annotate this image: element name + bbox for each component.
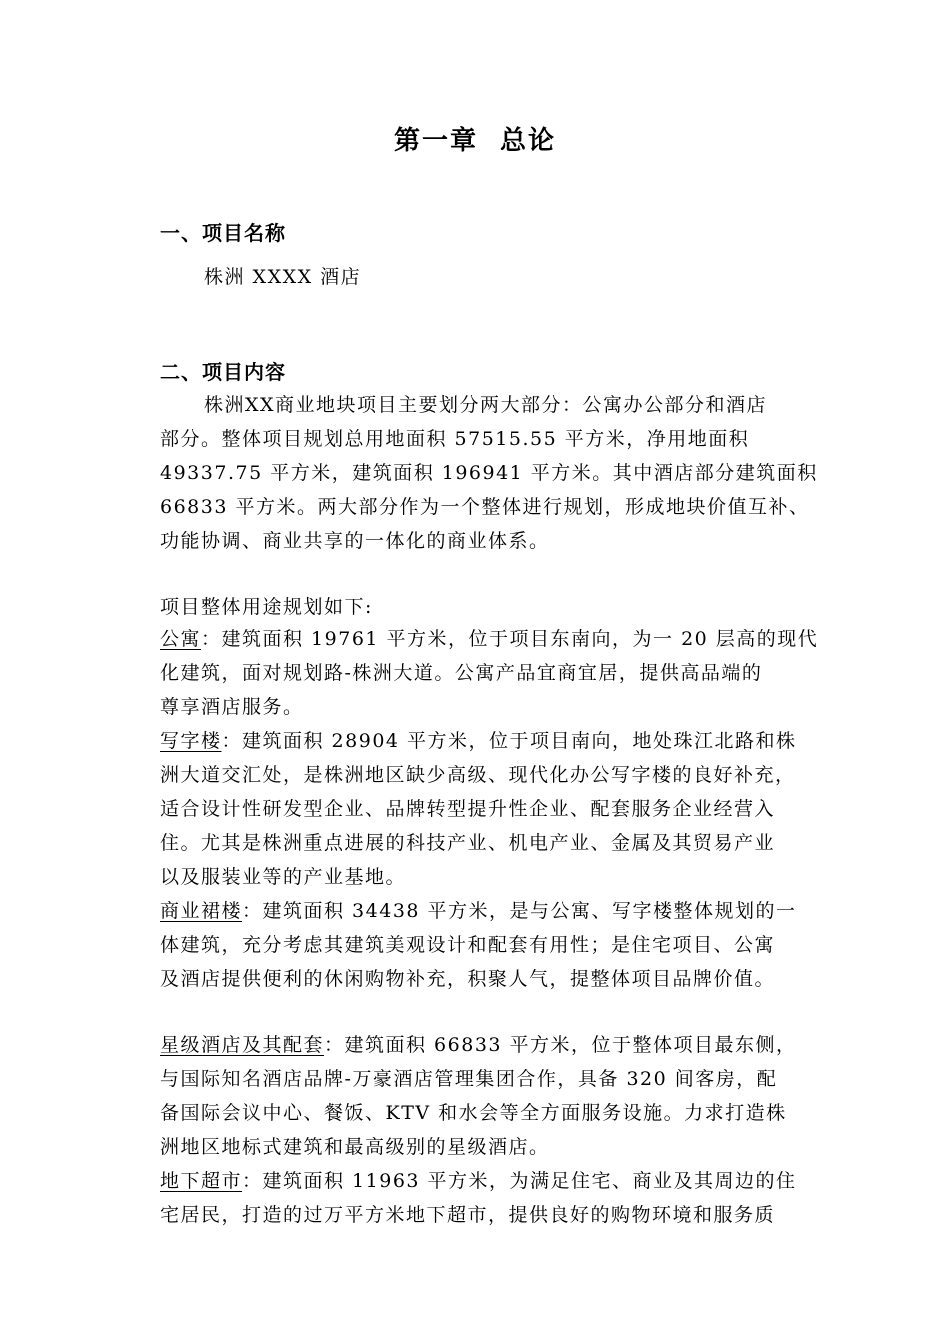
apartment-label: 公寓 [160,628,202,650]
paragraph-line: 洲地区地标式建筑和最高级别的星级酒店。 [160,1136,550,1158]
paragraph-line: 49337.75 平方米，建筑面积 196941 平方米。其中酒店部分建筑面积 [160,462,818,484]
chapter-title [0,120,950,157]
chapter-number: 第一章 [393,126,478,156]
paragraph-line: 体建筑，充分考虑其建筑美观设计和配套有用性；是住宅项目、公寓 [160,934,776,956]
hotel-label: 星级酒店及其配套 [160,1034,325,1056]
project-name-text: 株洲 XXXX 酒店 [204,266,362,288]
section-heading-project-name: 一、项目名称 [160,221,286,245]
paragraph-line: 与国际知名酒店品牌-万豪酒店管理集团合作，具备 320 间客房，配 [160,1068,778,1090]
office-label: 写字楼 [160,730,222,752]
paragraph-line: 洲大道交汇处，是株洲地区缺少高级、现代化办公写字楼的良好补充， [160,764,796,786]
paragraph-line: 备国际会议中心、餐饭、KTV 和水会等全方面服务设施。力求打造株 [160,1102,787,1124]
podium-label: 商业裙楼 [160,900,243,922]
paragraph-line: 株洲XX商业地块项目主要划分两大部分：公寓办公部分和酒店 [204,394,768,416]
chapter-name: 总论 [500,126,557,156]
paragraph-line: 部分。整体项目规划总用地面积 57515.55 平方米，净用地面积 [160,428,750,450]
section-heading-project-content: 二、项目内容 [160,360,286,384]
paragraph-line: 宅居民，打造的过万平方米地下超市，提供良好的购物环境和服务质 [160,1204,776,1226]
paragraph-line: 住。尤其是株洲重点进展的科技产业、机电产业、金属及其贸易产业 [160,832,776,854]
podium-line: 商业裙楼：建筑面积 34438 平方米，是与公寓、写字楼整体规划的一 [160,900,797,922]
usage-intro: 项目整体用途规划如下: [160,596,373,618]
paragraph-line: 尊享酒店服务。 [160,696,304,718]
hotel-line: 星级酒店及其配套：建筑面积 66833 平方米，位于整体项目最东侧， [160,1034,797,1056]
paragraph-line: 适合设计性研发型企业、品牌转型提升性企业、配套服务企业经营入 [160,798,776,820]
paragraph-line: 66833 平方米。两大部分作为一个整体进行规划，形成地块价值互补、 [160,496,810,518]
apartment-line: 公寓：建筑面积 19761 平方米，位于项目东南向，为一 20 层高的现代 [160,628,819,650]
supermarket-line: 地下超市：建筑面积 11963 平方米，为满足住宅、商业及其周边的住 [160,1170,797,1192]
office-line: 写字楼：建筑面积 28904 平方米，位于项目南向，地处珠江北路和株 [160,730,797,752]
supermarket-label: 地下超市 [160,1170,243,1192]
paragraph-line: 化建筑，面对规划路-株洲大道。公寓产品宜商宜居，提供高品端的 [160,662,763,684]
paragraph-line: 以及服装业等的产业基地。 [160,866,407,888]
paragraph-line: 功能协调、商业共享的一体化的商业体系。 [160,530,550,552]
paragraph-line: 及酒店提供便利的休闲购物补充，积聚人气，提整体项目品牌价值。 [160,968,776,990]
